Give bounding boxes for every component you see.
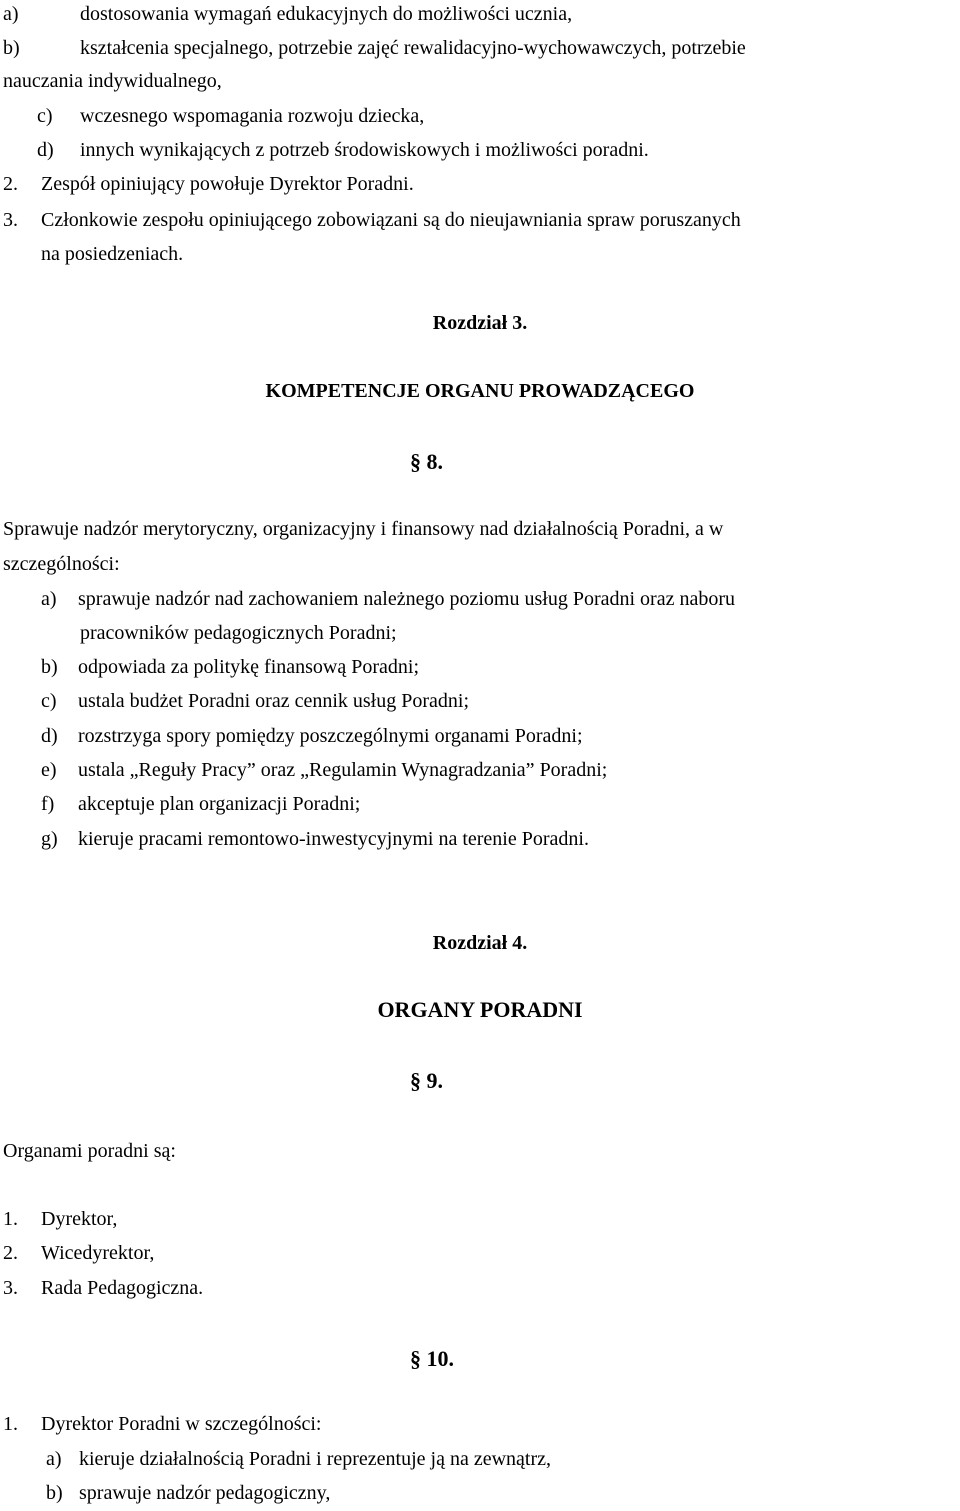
- list-item-a-continuation: pracowników pedagogicznych Poradni;: [80, 622, 397, 644]
- item-text: wczesnego wspomagania rozwoju dziecka,: [80, 105, 425, 127]
- list-item-b: [3, 36, 746, 60]
- item-text: kształcenia specjalnego, potrzebie zajęć rewalidacyjno-wychowawczych, potrzebie: [80, 37, 746, 59]
- list-item-c: [37, 104, 425, 128]
- item-label: b): [41, 656, 58, 678]
- item-label: 1.: [3, 1208, 18, 1230]
- item-label: 3.: [3, 1277, 18, 1299]
- item-text: dostosowania wymagań edukacyjnych do możliwości ucznia,: [80, 3, 573, 25]
- item-text: innych wynikających z potrzeb środowiskowych i możliwości poradni.: [80, 139, 649, 161]
- list-item-a: [41, 587, 735, 611]
- item-label: 2.: [3, 173, 18, 195]
- item-label: 2.: [3, 1242, 18, 1264]
- section-heading: § 9.: [410, 1068, 443, 1093]
- organ-item-1: [3, 1207, 118, 1231]
- item-text: Członkowie zespołu opiniującego zobowiązani są do nieujawniania spraw poruszanych: [41, 209, 741, 231]
- organs-intro: Organami poradni są:: [3, 1140, 176, 1162]
- paragraph-line: Sprawuje nadzór merytoryczny, organizacyjny i finansowy nad działalnością Poradni, a w: [3, 518, 724, 540]
- item-text: rozstrzyga spory pomiędzy poszczególnymi organami Poradni;: [78, 725, 583, 747]
- item-text: kieruje działalnością Poradni i reprezentuje ją na zewnątrz,: [79, 1448, 551, 1470]
- organ-item-3: [3, 1276, 204, 1300]
- item-text: ustala budżet Poradni oraz cennik usług Poradni;: [78, 690, 470, 712]
- chapter-title: ORGANY PORADNI: [377, 997, 583, 1022]
- item-text: Rada Pedagogiczna.: [41, 1277, 204, 1299]
- director-item-1: [3, 1412, 322, 1436]
- chapter-heading: Rozdział 4.: [432, 932, 528, 954]
- item-label: b): [3, 37, 20, 59]
- numbered-item-2: [3, 172, 414, 196]
- section-heading: § 8.: [410, 449, 443, 474]
- numbered-item-3-continuation: na posiedzeniach.: [41, 243, 184, 265]
- chapter-title: KOMPETENCJE ORGANU PROWADZĄCEGO: [265, 380, 695, 402]
- list-item-c: [41, 689, 470, 713]
- list-item-d: [41, 724, 583, 748]
- item-label: b): [46, 1482, 63, 1504]
- item-text: kieruje pracami remontowo-inwestycyjnymi na terenie Poradni.: [78, 828, 589, 850]
- item-label: d): [37, 139, 54, 161]
- item-text: Wicedyrektor,: [41, 1242, 155, 1264]
- item-label: c): [41, 690, 57, 712]
- item-label: 3.: [3, 209, 18, 231]
- numbered-item-3: [3, 208, 741, 232]
- item-label: e): [41, 759, 57, 781]
- item-label: 1.: [3, 1413, 18, 1435]
- section-heading: § 10.: [410, 1346, 454, 1371]
- item-text: odpowiada za politykę finansową Poradni;: [78, 656, 420, 678]
- item-text: Dyrektor,: [41, 1208, 118, 1230]
- list-item-f: [41, 792, 361, 816]
- list-item-a: [3, 2, 573, 26]
- item-text: sprawuje nadzór nad zachowaniem należnego poziomu usług Poradni oraz naboru: [78, 588, 735, 610]
- item-text: Dyrektor Poradni w szczególności:: [41, 1413, 322, 1435]
- item-text: akceptuje plan organizacji Poradni;: [78, 793, 361, 815]
- item-label: g): [41, 828, 58, 850]
- list-item-g: [41, 827, 589, 851]
- item-label: c): [37, 105, 53, 127]
- item-text: ustala „Reguły Pracy” oraz „Regulamin Wynagradzania” Poradni;: [78, 759, 608, 781]
- item-label: a): [3, 3, 19, 25]
- item-text: Zespół opiniujący powołuje Dyrektor Poradni.: [41, 173, 414, 195]
- list-item-d: [37, 138, 649, 162]
- item-text: sprawuje nadzór pedagogiczny,: [79, 1482, 331, 1504]
- director-subitem-b: [46, 1481, 331, 1505]
- item-label: a): [46, 1448, 62, 1470]
- paragraph-line: szczególności:: [3, 553, 120, 575]
- organ-item-2: [3, 1241, 155, 1265]
- item-label: d): [41, 725, 58, 747]
- director-subitem-a: [46, 1447, 551, 1471]
- list-item-b: [41, 655, 420, 679]
- item-label: f): [41, 793, 55, 815]
- list-item-b-continuation: nauczania indywidualnego,: [3, 70, 222, 92]
- item-label: a): [41, 588, 57, 610]
- chapter-heading: Rozdział 3.: [432, 312, 528, 334]
- list-item-e: [41, 758, 608, 782]
